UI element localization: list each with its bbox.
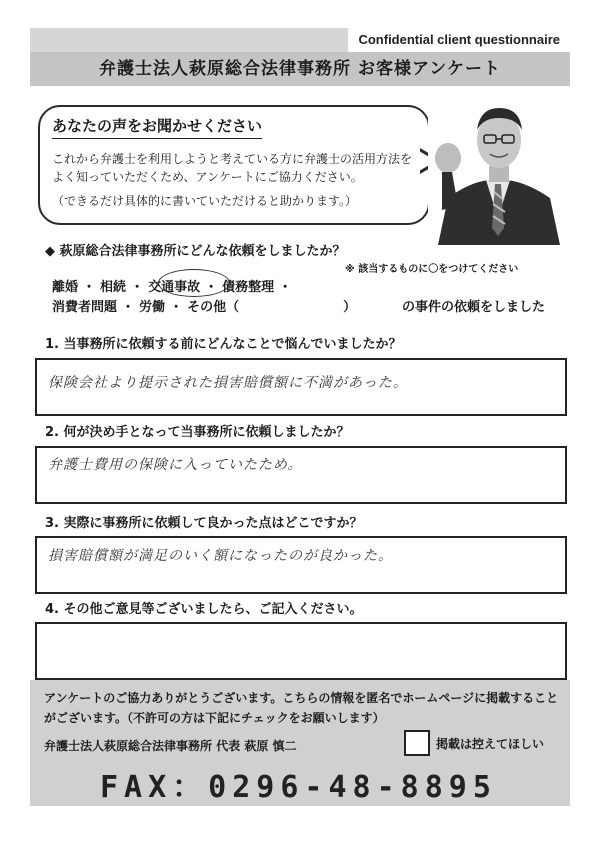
confidential-tag: Confidential client questionnaire [348,28,570,52]
request-options-line2: 消費者問題 ・ 労働 ・ その他（ ） [52,300,357,315]
footer-text: アンケートのご協力ありがとうございます。こちらの情報を匿名でホームページに掲載することがございます。（不許可の方は下記にチェックをお願いします） [44,691,559,725]
page-title: 弁護士法人萩原総合法律事務所 お客様アンケート [30,52,570,86]
question-3-label: 3. 実際に事務所に依頼して良かった点はどこですか？ [45,516,363,531]
request-type-note: ※ 該当するものに〇をつけてください [345,264,519,275]
firm-representative: 弁護士法人萩原総合法律事務所 代表 萩原 慎二 [44,739,297,753]
bubble-note: （できるだけ具体的に書いていただけると助かります。） [52,194,358,208]
lawyer-photo [428,88,568,245]
no-publish-label: 掲載は控えてほしい [436,737,545,751]
bubble-title: あなたの声をお聞かせください [52,115,262,139]
selection-circle [158,269,230,297]
question-2-label: 2. 何が決め手となって当事務所に依頼しましたか？ [45,425,350,440]
answer-3-text: 損害賠償額が満足のいく額になったのが良かった。 [48,548,393,564]
question-4-label: 4. その他ご意見等ございましたら、ご記入ください。 [45,602,363,617]
answer-4-box[interactable] [35,622,567,680]
answer-2-text: 弁護士費用の保険に入っていたため。 [48,457,303,473]
request-type-question: ◆ 萩原総合法律事務所にどんな依頼をしましたか？ [45,244,346,259]
header-bar [30,28,570,52]
bubble-body: これから弁護士を利用しようと考えている方に弁護士の活用方法をよく知っていただくため、アンケートにご協力ください。 [52,152,413,184]
request-options-line1: 離婚 ・ 相続 ・ 交通事故 ・ 債務整理 ・ [52,280,292,295]
answer-1-text: 保険会社より提示された損害賠償額に不満があった。 [48,375,408,391]
question-1-label: 1. 当事務所に依頼する前にどんなことで悩んでいましたか？ [45,337,402,352]
fax-number: FAX：0296-48-8895 [100,770,497,805]
request-suffix: の事件の依頼をしました [402,300,546,315]
no-publish-checkbox[interactable] [404,730,430,756]
